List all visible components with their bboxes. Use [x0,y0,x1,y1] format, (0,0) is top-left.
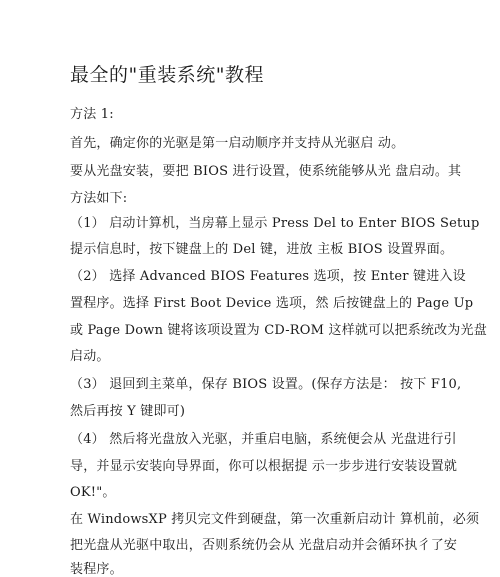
paragraph-line: 方法如下: [70,191,128,206]
paragraph-line: 或 Page Down 键将该项设置为 CD-ROM 这样就可以把系统改为光盘 [70,323,487,338]
paragraph-line: 置程序。选择 First Boot Device 选项，然 后按键盘上的 Page Up [70,296,474,311]
paragraph-line: 提示信息时，按下键盘上的 Del 键，进放 主板 BIOS 设置界面。 [70,242,454,257]
paragraph-line: 方法 1: [70,107,114,122]
paragraph-line: 要从光盘安装，要把 BIOS 进行设置，使系统能够从光 盘启动。其 [70,164,462,179]
paragraph-line: 装程序。 [70,562,123,577]
paragraph-line: 导，并显示安装向导界面，你可以根据提 示一步步进行安装设置就 [70,459,458,474]
paragraph-line: （2） 选择 Advanced BIOS Features 选项，按 Enter 键进入设 [70,269,466,284]
paragraph-line: 然后再按 Y 键即可) [70,404,186,419]
paragraph-line: 首先，确定你的光驱是第一启动顺序并支持从光驱启 动。 [70,136,405,151]
paragraph-line: （1） 启动计算机，当房幕上显示 Press Del to Enter BIOS Setup [70,216,480,231]
paragraph-line: （4） 然后将光盘放入光驱，并重启电脑，系统便会从 光盘进行引 [70,432,457,447]
paragraph-line: 启动。 [70,349,110,364]
paragraph-line: 在 WindowsXP 拷贝完文件到硬盘，第一次重新启动计 算机前，必须 [70,512,480,527]
document-title: 最全的"重装系统"教程 [70,64,264,86]
paragraph-line: 把光盘从光驱中取出，否则系统仍会从 光盘启动并会循环执彳了安 [70,538,458,553]
paragraph-line: （3） 退回到主菜单，保存 BIOS 设置。(保存方法是： 按下 F10, [70,377,462,392]
paragraph-line: OK!"。 [70,485,116,500]
